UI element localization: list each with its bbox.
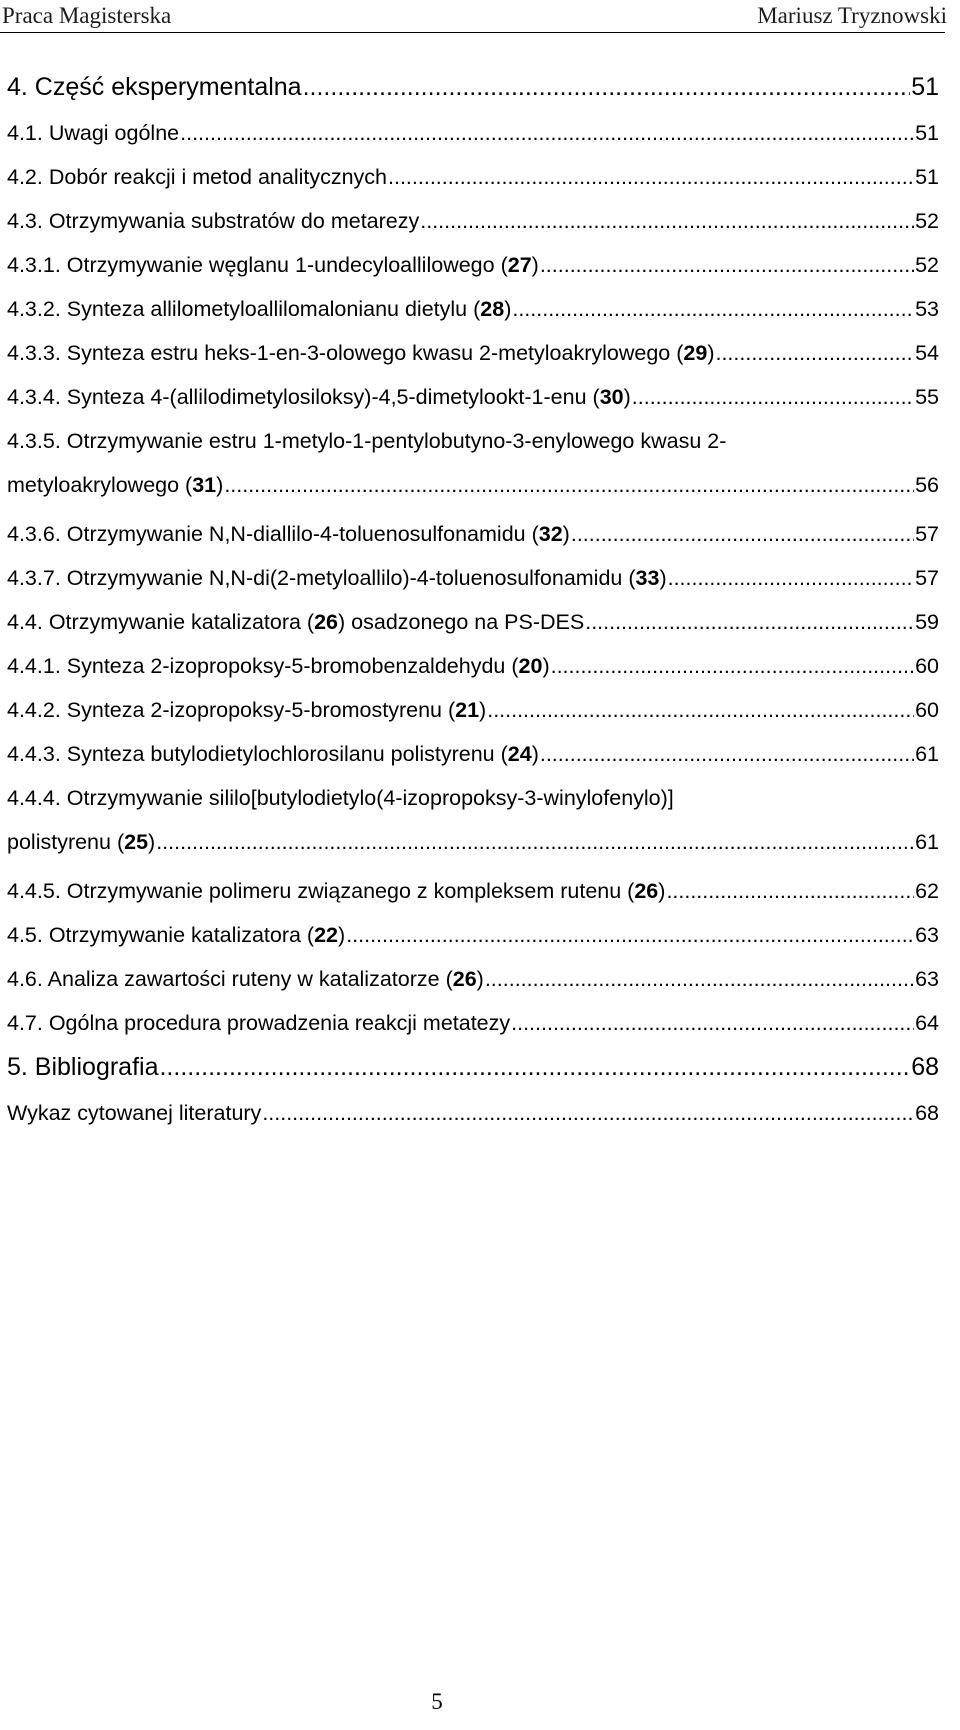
compound-number: 26 — [634, 879, 659, 903]
toc-entry-title — [7, 829, 155, 855]
toc-leader — [388, 164, 914, 190]
toc-title-text: ) osadzonego na PS-DES — [338, 610, 585, 634]
toc-title-text: 4.3.2. Synteza allilometyloallilomalonianu dietylu ( — [7, 297, 481, 321]
toc-entry-title-line1: 4.3.5. Otrzymywanie estru 1-metylo-1-pentylobutyno-3-enylowego kwasu 2- — [7, 429, 727, 453]
toc-title-text: 4.3.7. Otrzymywanie N,N-di(2-metyloallilo)-4-toluenosulfonamidu ( — [7, 566, 636, 590]
compound-number: 32 — [538, 522, 563, 546]
toc-title-text: 4.4.5. Otrzymywanie polimeru związanego z kompleksem rutenu ( — [7, 879, 635, 903]
header-author: Mariusz Tryznowski — [757, 3, 947, 28]
toc-entry-title — [7, 384, 631, 410]
toc-entry-page: 52 — [915, 253, 939, 277]
toc-title-text: 4.4.2. Synteza 2-izopropoksy-5-bromostyrenu ( — [7, 698, 456, 722]
toc-title-text: ) — [338, 923, 346, 947]
toc-title-text: ) — [476, 967, 484, 991]
toc-entry-page: 51 — [915, 121, 939, 145]
toc-entry-page: 64 — [915, 1011, 939, 1035]
compound-number: 29 — [683, 341, 708, 365]
toc-entry-title — [7, 966, 484, 992]
compound-number: 21 — [455, 698, 480, 722]
toc-title-text: 4.3.3. Synteza estru heks-1-en-3-olowego kwasu 2-metyloakrylowego ( — [7, 341, 684, 365]
toc-leader — [487, 697, 914, 723]
toc-entry-title: 4.1. Uwagi ogólne — [7, 121, 180, 145]
toc-entry-title — [7, 296, 511, 322]
toc-leader — [540, 741, 914, 767]
toc-entry[interactable] — [7, 340, 939, 384]
toc-leader — [156, 829, 914, 855]
compound-number: 20 — [518, 654, 543, 678]
toc-title-text: ) — [658, 879, 666, 903]
toc-entry-title — [7, 741, 539, 767]
toc-entry[interactable] — [7, 785, 939, 878]
toc-entry-title — [7, 340, 714, 366]
toc-entry[interactable] — [7, 1054, 939, 1100]
toc-entry[interactable] — [7, 697, 939, 741]
compound-number: 26 — [452, 967, 477, 991]
toc-leader — [224, 472, 914, 498]
toc-entry[interactable] — [7, 1010, 939, 1054]
toc-entry[interactable] — [7, 521, 939, 565]
toc-entry-page: 62 — [915, 879, 939, 903]
toc-title-text: 4.6. Analiza zawartości ruteny w katalizatorze ( — [7, 967, 453, 991]
compound-number: 31 — [192, 473, 217, 497]
toc-entry-page: 51 — [915, 165, 939, 189]
toc-title-text: metyloakrylowego ( — [7, 473, 193, 497]
toc-entry-page: 61 — [915, 830, 939, 854]
toc-leader — [512, 296, 914, 322]
toc-entry-title: 5. Bibliografia — [7, 1053, 159, 1081]
toc-title-text: ) — [479, 698, 487, 722]
toc-title-text: 4.4. Otrzymywanie katalizatora ( — [7, 610, 315, 634]
toc-entry-page: 57 — [915, 522, 939, 546]
toc-entry-page: 63 — [915, 967, 939, 991]
toc-entry-page: 68 — [915, 1101, 939, 1125]
toc-leader — [346, 922, 914, 948]
toc-entry[interactable] — [7, 741, 939, 785]
toc-entry-title — [7, 472, 223, 498]
toc-entry-page: 57 — [915, 566, 939, 590]
toc-entry-title — [7, 653, 550, 679]
toc-entry[interactable] — [7, 653, 939, 697]
compound-number: 30 — [599, 385, 624, 409]
toc-entry-title — [7, 609, 584, 635]
toc-leader — [715, 340, 914, 366]
toc-leader — [666, 878, 914, 904]
toc-leader — [540, 252, 914, 278]
toc-entry[interactable] — [7, 252, 939, 296]
compound-number: 22 — [314, 923, 339, 947]
compound-number: 26 — [314, 610, 339, 634]
toc-entry[interactable] — [7, 384, 939, 428]
toc-entry-page: 53 — [915, 297, 939, 321]
toc-entry[interactable] — [7, 164, 939, 208]
toc-entry-page: 55 — [915, 385, 939, 409]
compound-number: 24 — [507, 742, 532, 766]
toc-entry-title: Wykaz cytowanej literatury — [7, 1101, 262, 1125]
toc-title-text: ) — [623, 385, 631, 409]
header-thesis-type: Praca Magisterska — [2, 3, 172, 28]
toc-title-text: 4.3.1. Otrzymywanie węglanu 1-undecyloallilowego ( — [7, 253, 508, 277]
page-header — [0, 0, 960, 32]
toc-leader — [485, 966, 914, 992]
toc-entry[interactable] — [7, 878, 939, 922]
toc-entry-page: 60 — [915, 698, 939, 722]
page-number: 5 — [431, 1689, 443, 1714]
toc-entry-title-line1: 4.4.4. Otrzymywanie sililo[butylodietylo(4-izopropoksy-3-winylofenylo)] — [7, 786, 674, 810]
toc-entry-page: 59 — [915, 610, 939, 634]
toc-entry-page: 52 — [915, 209, 939, 233]
toc-entry-title: 4.7. Ogólna procedura prowadzenia reakcji metatezy — [7, 1011, 511, 1035]
toc-title-text: ) — [707, 341, 715, 365]
toc-entry-title — [7, 521, 570, 547]
table-of-contents — [7, 74, 939, 1144]
toc-title-text: ) — [562, 522, 570, 546]
toc-title-text: ) — [659, 566, 667, 590]
toc-entry-page: 63 — [915, 923, 939, 947]
toc-entry-page: 68 — [911, 1053, 939, 1081]
toc-entry-page: 61 — [915, 742, 939, 766]
toc-leader — [585, 609, 914, 635]
toc-entry-title: 4.2. Dobór reakcji i metod analitycznych — [7, 165, 388, 189]
toc-title-text: ) — [504, 297, 512, 321]
toc-entry-page: 56 — [915, 473, 939, 497]
toc-leader — [420, 208, 914, 234]
toc-title-text: 4.3.4. Synteza 4-(allilodimetylosiloksy)-4,5-dimetylookt-1-enu ( — [7, 385, 600, 409]
toc-title-text: 4.5. Otrzymywanie katalizatora ( — [7, 923, 315, 947]
toc-entry-title — [7, 878, 665, 904]
toc-entry[interactable] — [7, 296, 939, 340]
compound-number: 25 — [124, 830, 149, 854]
toc-leader — [159, 1054, 910, 1080]
toc-entry-page: 51 — [911, 73, 939, 101]
toc-entry[interactable] — [7, 74, 939, 120]
toc-title-text: 4.4.1. Synteza 2-izopropoksy-5-bromobenzaldehydu ( — [7, 654, 519, 678]
toc-entry[interactable] — [7, 966, 939, 1010]
toc-leader — [632, 384, 914, 410]
toc-title-text: 4.4.3. Synteza butylodietylochlorosilanu polistyrenu ( — [7, 742, 508, 766]
toc-leader — [262, 1100, 914, 1126]
toc-entry-title — [7, 697, 486, 723]
toc-entry[interactable] — [7, 565, 939, 609]
toc-leader — [511, 1010, 914, 1036]
toc-title-text: ) — [531, 253, 539, 277]
toc-leader — [303, 74, 911, 100]
toc-entry-title: 4. Część eksperymentalna — [7, 73, 302, 101]
header-rule — [0, 32, 945, 33]
toc-title-text: 4.3.6. Otrzymywanie N,N-diallilo-4-toluenosulfonamidu ( — [7, 522, 539, 546]
toc-entry[interactable] — [7, 609, 939, 653]
toc-title-text: polistyrenu ( — [7, 830, 125, 854]
toc-entry[interactable] — [7, 428, 939, 521]
toc-title-text: ) — [542, 654, 550, 678]
toc-entry-title: 4.3. Otrzymywania substratów do metarezy — [7, 209, 420, 233]
toc-title-text: ) — [531, 742, 539, 766]
toc-entry[interactable] — [7, 208, 939, 252]
compound-number: 27 — [507, 253, 532, 277]
toc-entry-title — [7, 922, 345, 948]
toc-leader — [180, 120, 914, 146]
toc-leader — [668, 565, 914, 591]
toc-entry-page: 54 — [915, 341, 939, 365]
compound-number: 28 — [480, 297, 505, 321]
compound-number: 33 — [635, 566, 660, 590]
toc-entry[interactable] — [7, 120, 939, 164]
toc-leader — [571, 521, 914, 547]
toc-entry-title — [7, 252, 539, 278]
toc-entry-title — [7, 565, 667, 591]
toc-entry-page: 60 — [915, 654, 939, 678]
toc-leader — [551, 653, 914, 679]
toc-entry[interactable] — [7, 1100, 939, 1144]
toc-entry[interactable] — [7, 922, 939, 966]
toc-title-text: ) — [148, 830, 156, 854]
toc-title-text: ) — [216, 473, 224, 497]
